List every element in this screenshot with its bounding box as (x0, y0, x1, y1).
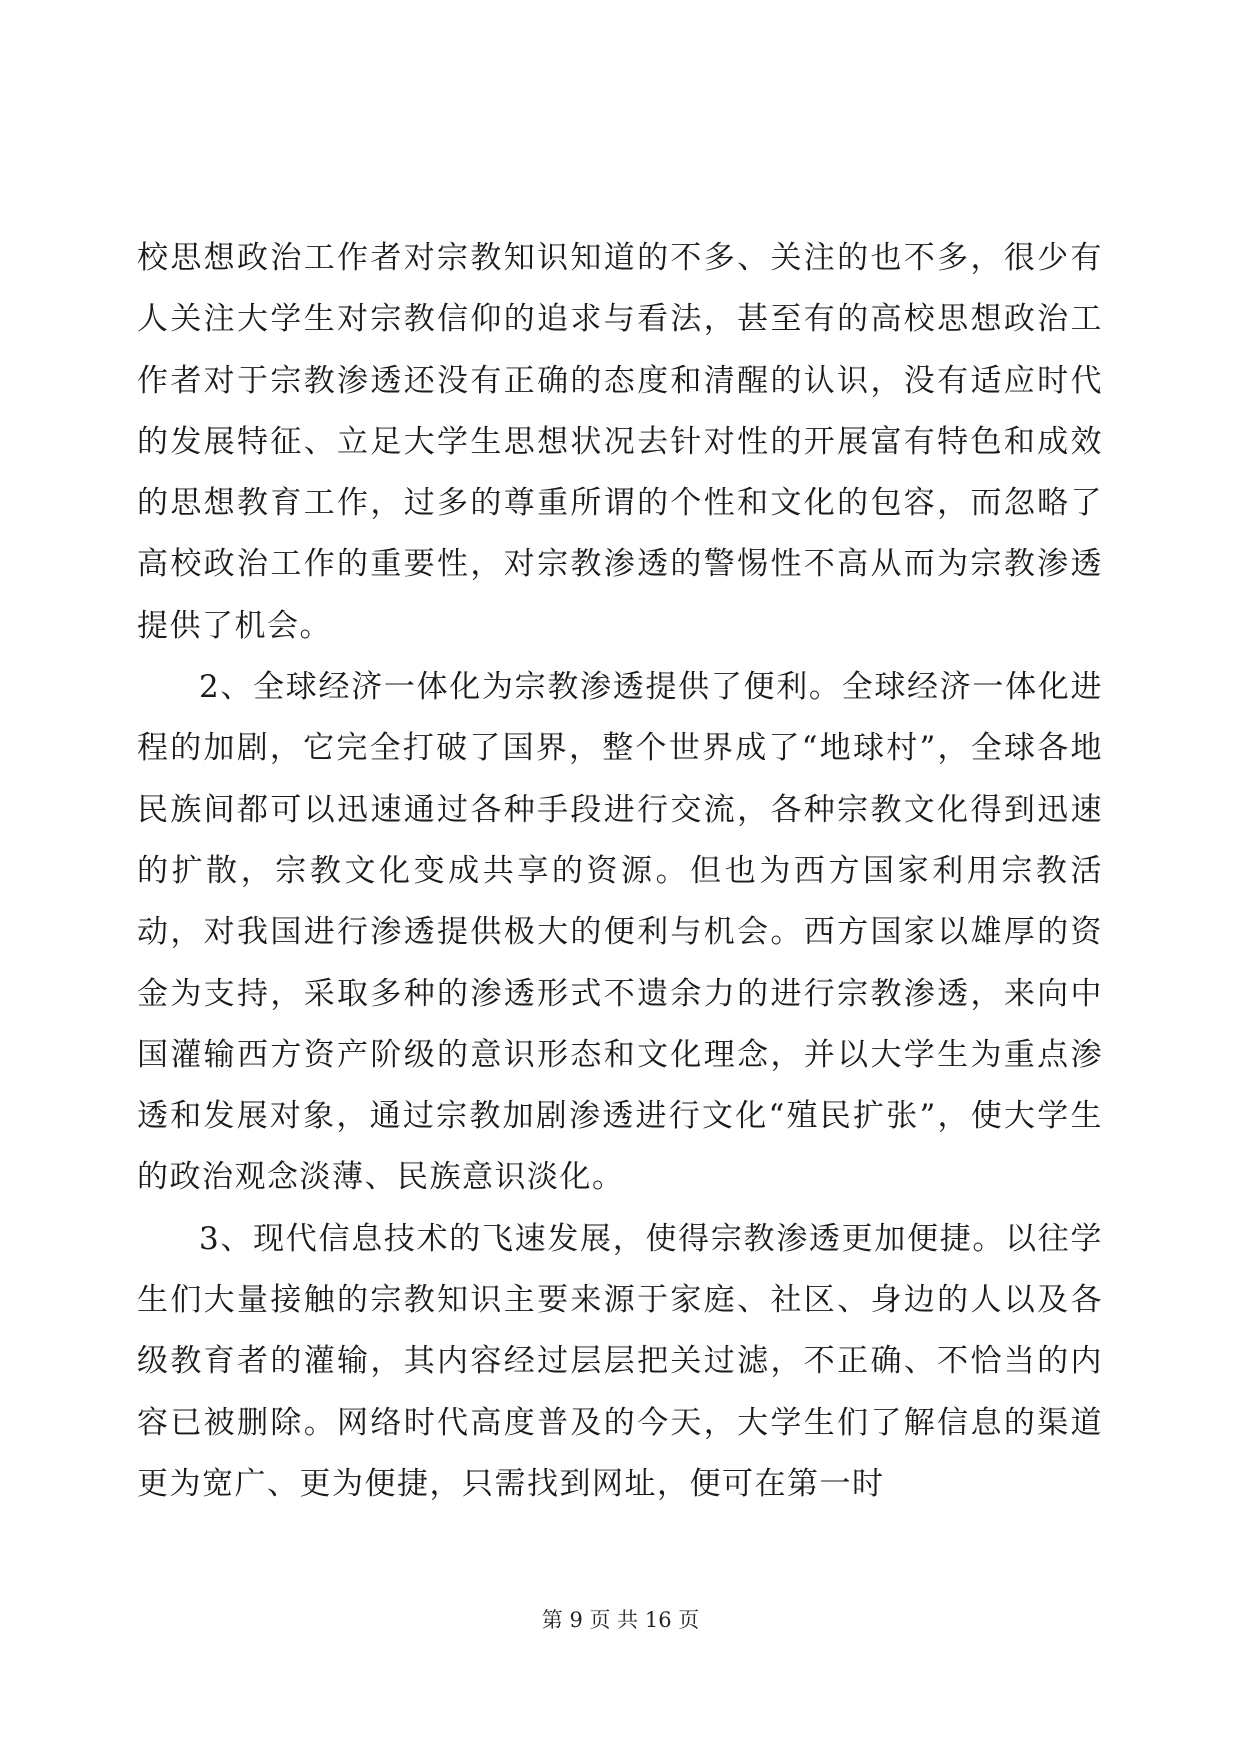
document-body (137, 228, 1103, 1515)
page-number-footer: 第 9 页 共 16 页 (541, 1608, 700, 1632)
paragraph-point-3: 3、现代信息技术的飞速发展，使得宗教渗透更加便捷。以往学生们大量接触的宗教知识主要来源于家庭、社区、身边的人以及各级教育者的灌输，其内容经过层层把关过滤，不正确、不恰当的内容已被删除。网络时代高度普及的今天，大学生们了解信息的渠道更为宽广、更为便捷，只需找到网址，便可在第一时 (137, 1220, 1103, 1502)
paragraph-continuation: 校思想政治工作者对宗教知识知道的不多、关注的也不多，很少有人关注大学生对宗教信仰的追求与看法，甚至有的高校思想政治工作者对于宗教渗透还没有正确的态度和清醒的认识，没有适应时代的发展特征、立足大学生思想状况去针对性的开展富有特色和成效的思想教育工作，过多的尊重所谓的个性和文化的包容，而忽略了高校政治工作的重要性，对宗教渗透的警惕性不高从而为宗教渗透提供了机会。 (137, 240, 1103, 644)
paragraph-point-2: 2、全球经济一体化为宗教渗透提供了便利。全球经济一体化进程的加剧，它完全打破了国界，整个世界成了“地球村”，全球各地民族间都可以迅速通过各种手段进行交流，各种宗教文化得到迅速的扩散，宗教文化变成共享的资源。但也为西方国家利用宗教活动，对我国进行渗透提供极大的便利与机会。西方国家以雄厚的资金为支持，采取多种的渗透形式不遗余力的进行宗教渗透，来向中国灌输西方资产阶级的意识形态和文化理念，并以大学生为重点渗透和发展对象，通过宗教加剧渗透进行文化“殖民扩张”，使大学生的政治观念淡薄、民族意识淡化。 (137, 669, 1103, 1196)
